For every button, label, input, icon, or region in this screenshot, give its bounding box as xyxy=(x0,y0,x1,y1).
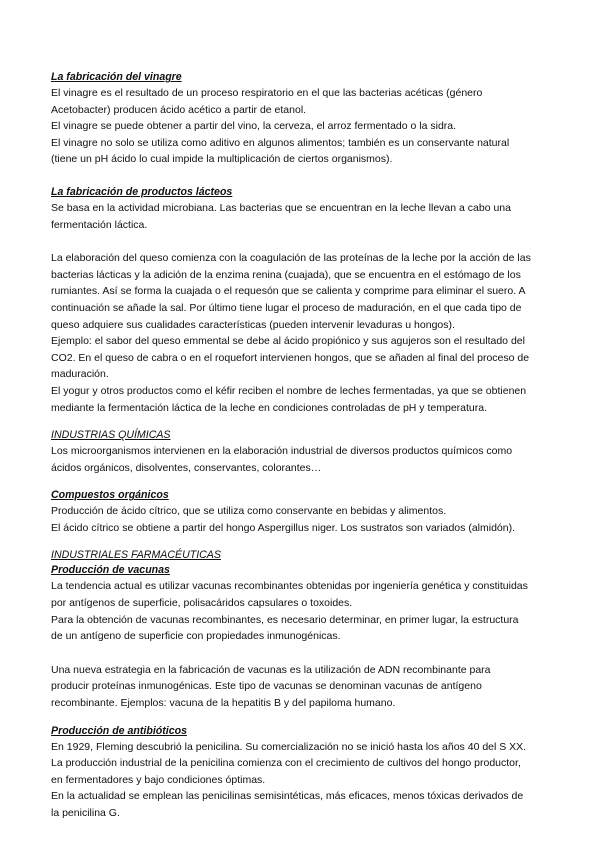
section-title-lacteos: La fabricación de productos lácteos xyxy=(51,185,233,198)
text-line: Los microorganismos intervienen en la elaboración industrial de diversos productos químicos como xyxy=(51,445,513,458)
text-line: producir proteínas inmunogénicas. Este tipo de vacunas se denominan vacunas de antígeno xyxy=(51,680,482,693)
section-title-vinagre: La fabricación del vinagre xyxy=(51,71,182,83)
text-line: rumiantes. Así se forma la cuajada o el requesón que se calienta y comprime para eliminar el suero. A xyxy=(51,285,526,298)
spacer xyxy=(51,168,557,185)
text-line: Se basa en la actividad microbiana. Las bacterias que se encuentran en la leche llevan a cabo una xyxy=(51,201,511,214)
text-line: queso adquiere sus cualidades características (pueden intervenir levaduras u hongos). xyxy=(51,318,455,331)
text-line: (tiene un pH ácido lo cual impide la multiplicación de ciertos organismos). xyxy=(51,153,393,166)
text-line: Ejemplo: el sabor del queso emmental se debe al ácido propiónico y sus agujeros son el resultado del xyxy=(51,335,525,348)
text-line: por antígenos de superficie, polisacáridos capsulares o toxoides. xyxy=(51,597,353,610)
text-line: en fermentadores y bajo condiciones óptimas. xyxy=(51,773,266,786)
spacer xyxy=(51,712,557,724)
section-title-farmaceuticas: INDUSTRIALES FARMACÉUTICAS xyxy=(51,549,221,562)
spacer xyxy=(51,476,557,488)
text-line: El vinagre es el resultado de un proceso respiratorio en el que las bacterias acéticas (género xyxy=(51,87,483,99)
text-line: la penicilina G. xyxy=(51,807,120,819)
section-title-antibioticos: Producción de antibióticos xyxy=(51,724,187,737)
section-title-organicos: Compuestos orgánicos xyxy=(51,489,169,502)
text-line: de un antígeno de superficie con propiedades inmunogénicas. xyxy=(51,630,341,643)
text-line: Una nueva estrategia en la fabricación de vacunas es la utilización de ADN recombinante para xyxy=(51,663,491,676)
section-title-quimicas: INDUSTRIAS QUÍMICAS xyxy=(51,429,171,442)
text-line: Para la obtención de vacunas recombinantes, es necesario determinar, en primer lugar, la estructura xyxy=(51,613,519,626)
subsection-title-vacunas: Producción de vacunas xyxy=(51,564,170,577)
spacer xyxy=(51,536,557,548)
text-line: En la actualidad se emplean las penicilinas semisintéticas, más eficaces, menos tóxicas derivados de xyxy=(51,790,524,803)
text-line: La elaboración del queso comienza con la coagulación de las proteínas de la leche por la acción de las xyxy=(51,252,531,265)
text-line: En 1929, Fleming descubrió la penicilina. Su comercialización no se inició hasta los años 40 del S XX. xyxy=(51,740,527,753)
text-line: recombinante. Ejemplos: vacuna de la hepatitis B y del papiloma humano. xyxy=(51,697,396,710)
text-line: mediante la fermentación láctica de la leche en condiciones controladas de pH y temperatura. xyxy=(51,401,488,414)
text-line: fermentación láctica. xyxy=(51,218,148,231)
text-line: continuación se añade la sal. Por último tiene lugar el proceso de maduración, en el que cada tipo de xyxy=(51,301,522,314)
spacer xyxy=(51,416,557,428)
text-line: maduración. xyxy=(51,368,109,381)
text-line: La tendencia actual es utilizar vacunas recombinantes obtenidas por ingeniería genética y constituidas xyxy=(51,580,528,593)
text-line: ácidos orgánicos, disolventes, conservantes, colorantes… xyxy=(51,461,322,474)
text-line: bacterias lácticas y la adición de la enzima renina (cuajada), que se encuentra en el estómago de los xyxy=(51,268,521,281)
spacer xyxy=(51,233,557,250)
document-page xyxy=(51,70,557,822)
spacer xyxy=(51,645,557,662)
text-line: Producción de ácido cítrico, que se utiliza como conservante en bebidas y alimentos. xyxy=(51,505,447,518)
text-line: El vinagre se puede obtener a partir del vino, la cerveza, el arroz fermentado o la sidra. xyxy=(51,120,457,133)
text-line: Acetobacter) producen ácido acético a partir de etanol. xyxy=(51,103,307,116)
text-line: El ácido cítrico se obtiene a partir del hongo Aspergillus niger. Los sustratos son variados (almidón). xyxy=(51,521,515,534)
text-line: El vinagre no solo se utiliza como aditivo en algunos alimentos; también es un conservante natural xyxy=(51,136,510,149)
text-line: CO2. En el queso de cabra o en el roquefort intervienen hongos, que se añaden al final del proceso de xyxy=(51,351,530,364)
text-line: La producción industrial de la penicilina comienza con el crecimiento de cultivos del hongo productor, xyxy=(51,757,521,770)
text-line: El yogur y otros productos como el kéfir reciben el nombre de leches fermentadas, ya que se obtienen xyxy=(51,384,527,397)
